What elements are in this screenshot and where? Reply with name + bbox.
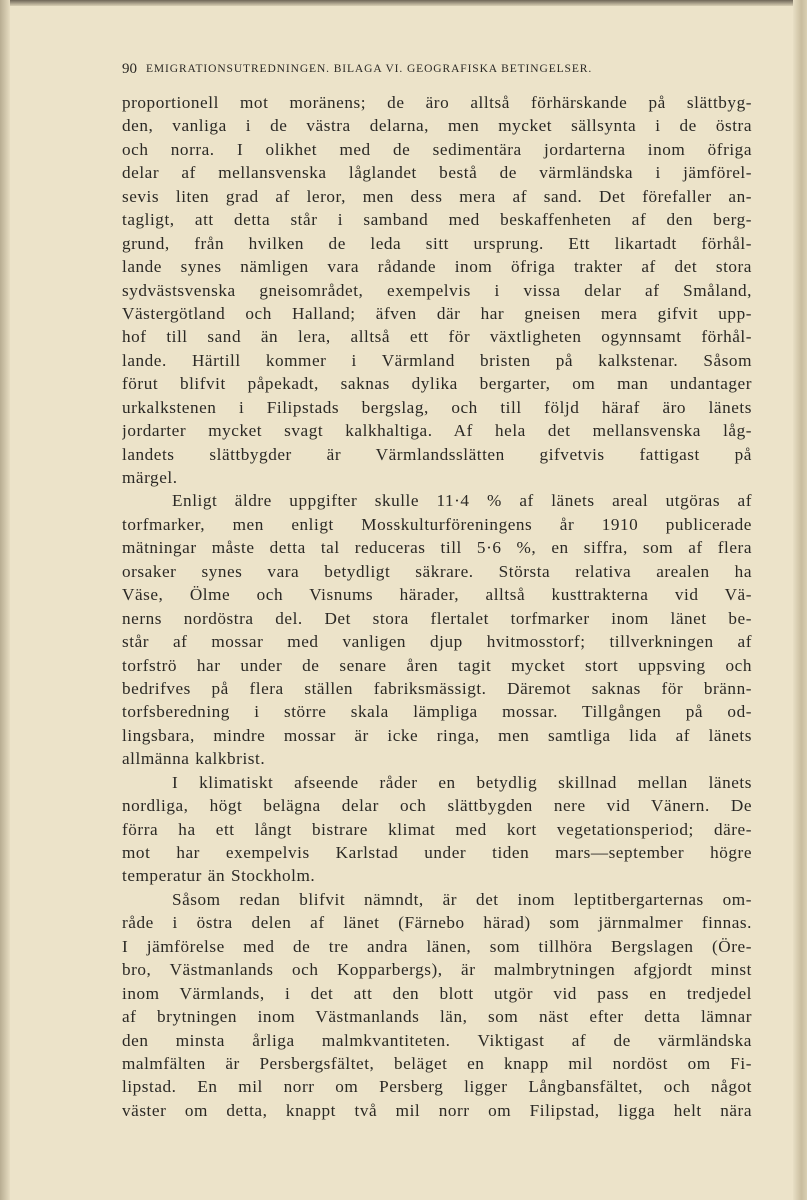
text-line: råde i östra delen af länet (Färnebo härad) som järnmalmer finnas. (122, 913, 752, 933)
text-line: förut blifvit påpekadt, saknas dylika bergarter, om man undantager (122, 374, 752, 394)
text-line: Västergötland och Halland; äfven där har gneisen mera gifvit upp- (122, 303, 752, 323)
text-line: landets slättbygder är Värmlandsslätten gifvetvis fattigast på (122, 444, 752, 464)
text-line: hof till sand än lera, alltså ett för växtligheten ogynnsamt förhål- (122, 327, 752, 347)
text-line: bro, Västmanlands och Kopparbergs), är malmbrytningen afgjordt minst (122, 960, 752, 980)
text-line: proportionell mot moränens; de äro alltså förhärskande på slättbyg- (122, 93, 752, 112)
text-line: lipstad. En mil norr om Persberg ligger Långbansfältet, och något (122, 1077, 752, 1097)
text-line: urkalkstenen i Filipstads bergslag, och till följd häraf äro länets (122, 397, 752, 417)
text-line: och norra. I olikhet med de sedimentära jordarterna inom öfriga (122, 139, 752, 159)
body-text (122, 91, 752, 1122)
text-line: den minsta årliga malmkvantiteten. Viktigast af de värmländska (122, 1030, 752, 1050)
text-line: märgel. (122, 468, 178, 487)
text-line: mätningar måste detta tal reduceras till 5·6 %, en siffra, som af flera (122, 538, 752, 558)
text-line: allmänna kalkbrist. (122, 749, 266, 769)
text-line: sevis liten grad af leror, men dess mera af sand. Det förefaller an- (122, 186, 752, 206)
page-left-edge (0, 0, 10, 1200)
text-line: malmfälten är Persbergsfältet, beläget en knapp mil nordöst om Fi- (122, 1053, 752, 1073)
text-line: grund, från hvilken de leda sitt ursprung. Ett likartadt förhål- (122, 233, 752, 253)
text-line: inom Värmlands, i det att den blott utgör vid pass en tredjedel (122, 983, 752, 1003)
text-line: I jämförelse med de tre andra länen, som tillhöra Bergslagen (Öre- (122, 936, 752, 956)
text-line: nerns nordöstra del. Det stora flertalet torfmarker inom länet be- (122, 608, 752, 628)
text-line: mot har exempelvis Karlstad under tiden mars—september högre (122, 843, 752, 862)
text-line: Väse, Ölme och Visnums härader, alltså kusttrakterna vid Vä- (122, 585, 752, 605)
text-line: torfmarker, men enligt Mosskulturföreningens år 1910 publicerade (122, 514, 752, 534)
text-line: jordarter mycket svagt kalkhaltiga. Af hela det mellansvenska låg- (122, 421, 752, 441)
page-header (122, 61, 752, 81)
text-line: lande synes nämligen vara rådande inom öfriga trakter af det stora (122, 257, 752, 277)
text-line: orsaker synes vara betydligt säkrare. Största relativa arealen ha (122, 561, 752, 581)
text-line: nordliga, högt belägna delar och slättbygden nere vid Vänern. De (122, 796, 752, 816)
paragraph-first-line: I klimatiskt afseende råder en betydlig skillnad mellan länets (172, 772, 752, 792)
text-line: sydvästsvenska gneisområdet, exempelvis i vissa delar af Småland, (122, 280, 752, 300)
page-top-edge (0, 0, 807, 6)
text-line: af brytningen inom Västmanlands län, som näst efter detta lämnar (122, 1007, 752, 1027)
text-line: står af mossar med vanligen djup hvitmosstorf; tillverkningen af (122, 632, 752, 652)
page-number: 90 (122, 61, 137, 77)
text-line: den, vanliga i de västra delarna, men mycket sällsynta i de östra (122, 116, 752, 136)
running-head: EMIGRATIONSUTREDNINGEN. BILAGA VI. GEOGRAFISKA BETINGELSER. (146, 63, 593, 75)
text-line: tagligt, att detta står i samband med beskaffenheten af den berg- (122, 210, 752, 230)
page-right-edge (793, 0, 807, 1200)
paragraph-first-line: Såsom redan blifvit nämndt, är det inom leptitbergarternas om- (172, 889, 752, 909)
text-line: torfströ har under de senare åren tagit mycket stort uppsving och (122, 655, 752, 675)
text-line: bedrifves på flera ställen fabriksmässigt. Däremot saknas för bränn- (122, 678, 752, 698)
text-line: delar af mellansvenska låglandet bestå de värmländska i jämförel- (122, 163, 752, 183)
text-line: torfsberedning i större skala lämpliga mossar. Tillgången på od- (122, 702, 752, 722)
text-line: väster om detta, knappt två mil norr om Filipstad, ligga helt nära (122, 1100, 752, 1120)
text-line: temperatur än Stockholm. (122, 866, 316, 886)
paragraph-first-line: Enligt äldre uppgifter skulle 11·4 % af länets areal utgöras af (172, 491, 752, 511)
text-line: lande. Härtill kommer i Värmland bristen på kalkstenar. Såsom (122, 350, 752, 370)
text-line: lingsbara, mindre mossar är icke ringa, men samtliga lida af länets (122, 725, 752, 745)
text-line: förra ha ett långt bistrare klimat med kort vegetationsperiod; däre- (122, 819, 752, 839)
